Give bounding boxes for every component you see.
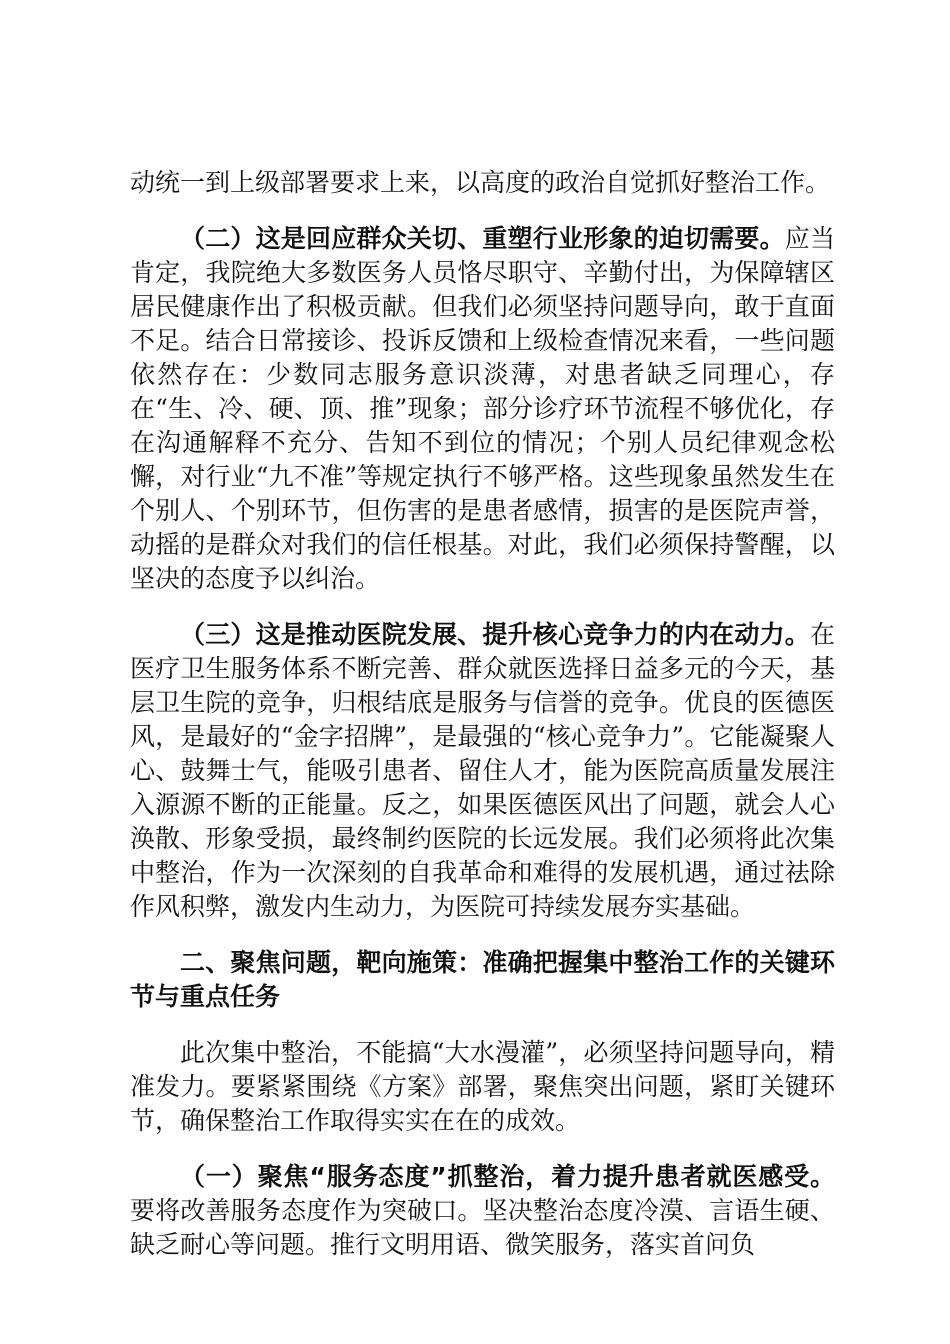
paragraph-subsection-1	[130, 1160, 835, 1262]
paragraph-continuation	[130, 166, 835, 200]
paragraph-section-3	[130, 618, 835, 924]
paragraph-body: 应当肯定，我院绝大多数医务人员恪尽职守、辛勤付出，为保障辖区居民健康作出了积极贡献。但我们必须坚持问题导向，敢于直面不足。结合日常接诊、投诉反馈和上级检查情况来看，一些问题依然存在：少数同志服务意识淡薄，对患者缺乏同理心，存在“生、冷、硬、顶、推”现象；部分诊疗环节流程不够优化，存在沟通解释不充分、告知不到位的情况；个别人员纪律观念松懈，对行业“九不准”等规定执行不够严格。这些现象虽然发生在个别人、个别环节，但伤害的是患者感情，损害的是医院声誉，动摇的是群众对我们的信任根基。对此，我们必须保持警醒，以坚决的态度予以纠治。	[130, 224, 835, 593]
section-heading: 二、聚焦问题，靶向施策：准确把握集中整治工作的关键环节与重点任务	[130, 948, 835, 1011]
paragraph-body: 此次集中整治，不能搞“大水漫灌”，必须坚持问题导向，精准发力。要紧紧围绕《方案》部署，聚焦突出问题，紧盯关键环节，确保整治工作取得实实在在的成效。	[130, 1038, 835, 1135]
paragraph-lead: （一）聚焦“服务态度”抓整治，着力提升患者就医感受。	[180, 1162, 835, 1191]
paragraph-section-2	[130, 222, 835, 596]
paragraph-body: 要将改善服务态度作为突破口。坚决整治态度冷漠、言语生硬、缺乏耐心等问题。推行文明用语、微笑服务，落实首问负	[130, 1196, 835, 1259]
document-page	[130, 166, 835, 1284]
paragraph-body: 动统一到上级部署要求上来，以高度的政治自觉抓好整治工作。	[130, 168, 831, 197]
paragraph-body: 在医疗卫生服务体系不断完善、群众就医选择日益多元的今天，基层卫生院的竞争，归根结底是服务与信誉的竞争。优良的医德医风，是最好的“金字招牌”，是最强的“核心竞争力”。它能凝聚人心、鼓舞士气，能吸引患者、留住人才，能为医院高质量发展注入源源不断的正能量。反之，如果医德医风出了问题，就会人心涣散、形象受损，最终制约医院的长远发展。我们必须将此次集中整治，作为一次深刻的自我革命和难得的发展机遇，通过祛除作风积弊，激发内生动力，为医院可持续发展夯实基础。	[130, 620, 835, 921]
paragraph-intro	[130, 1036, 835, 1138]
paragraph-lead: （三）这是推动医院发展、提升核心竞争力的内在动力。	[180, 620, 810, 649]
paragraph-lead: （二）这是回应群众关切、重塑行业形象的迫切需要。	[180, 224, 785, 253]
